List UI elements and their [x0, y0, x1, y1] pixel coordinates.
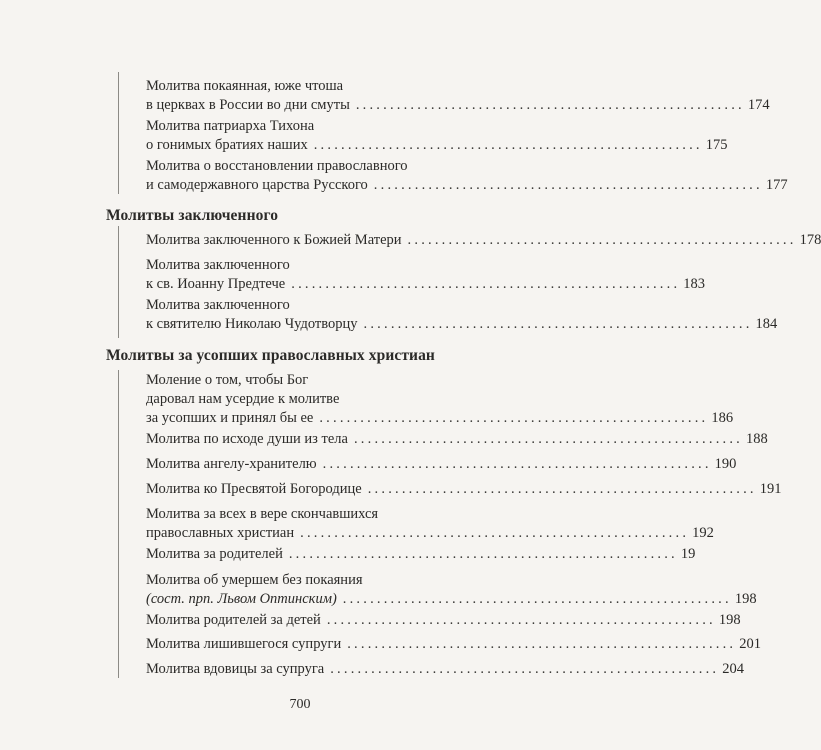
- toc-entry[interactable]: [146, 117, 728, 155]
- toc-page-number: 198: [718, 612, 741, 628]
- dot-leader: .........................................................: [322, 456, 712, 472]
- dot-leader: .........................................................: [363, 316, 753, 332]
- toc-entry-text: к святителю Николаю Чудотворцу: [146, 316, 358, 332]
- toc-entry-leader-line: [146, 480, 782, 499]
- toc-entry-text: Молитва родителей за детей: [146, 612, 321, 628]
- toc-entry-leader-line: [146, 545, 696, 564]
- toc-entry-line: Молитва патриарха Тихона: [146, 118, 315, 134]
- dot-leader: .........................................................: [342, 591, 732, 607]
- toc-page-number: 177: [765, 177, 788, 193]
- dot-leader: .........................................................: [288, 546, 678, 562]
- vertical-rule-departed: [118, 370, 119, 678]
- page-number: 700: [289, 697, 311, 712]
- toc-page-number: 188: [746, 431, 768, 447]
- toc-entry-text: за усопших и принял бы ее: [146, 410, 314, 426]
- toc-entry-line: Молитва об умершем без покаяния: [146, 572, 363, 588]
- toc-entry-text: Молитва за родителей: [146, 546, 283, 562]
- toc-entry-text: Молитва заключенного к Божией Матери: [146, 232, 402, 248]
- toc-entry-leader-line: [146, 455, 737, 474]
- toc-entry[interactable]: [146, 611, 741, 630]
- toc-page-number: 174: [747, 97, 770, 113]
- toc-page-number: 186: [711, 410, 734, 426]
- dot-leader: .........................................................: [347, 636, 737, 652]
- toc-entry-text: Молитва по исходе души из тела: [146, 431, 348, 447]
- dot-leader: .........................................................: [353, 431, 744, 447]
- toc-page-number: 191: [759, 481, 782, 497]
- toc-entry[interactable]: [146, 505, 714, 543]
- dot-leader: .........................................................: [319, 410, 709, 426]
- section-heading-prisoner[interactable]: Молитвы заключенного: [106, 207, 279, 224]
- toc-entry[interactable]: [146, 371, 734, 428]
- toc-page-number: 175: [705, 137, 728, 153]
- vertical-rule-prisoner: [118, 226, 119, 338]
- toc-entry-leader-line: [146, 136, 728, 155]
- toc-entry-text: Молитва ко Пресвятой Богородице: [146, 481, 362, 497]
- toc-entry[interactable]: [146, 157, 788, 195]
- toc-entry-leader-line: [146, 409, 734, 428]
- toc-page-number: 192: [692, 525, 714, 541]
- toc-entry-text: и самодержавного царства Русского: [146, 177, 368, 193]
- dot-leader: .........................................................: [367, 481, 757, 497]
- toc-entry-leader-line: [146, 635, 761, 654]
- toc-page-number: 190: [714, 456, 737, 472]
- toc-page-number: 19: [680, 546, 696, 562]
- toc-entry-line: Моление о том, чтобы Бог: [146, 372, 309, 388]
- toc-entry-leader-line: [146, 231, 821, 250]
- dot-leader: .........................................................: [291, 276, 681, 292]
- toc-entry[interactable]: [146, 231, 821, 250]
- toc-entry-leader-line: [146, 430, 768, 449]
- toc-entry[interactable]: [146, 660, 745, 679]
- dot-leader: .........................................................: [373, 177, 763, 193]
- toc-entry-leader-line: [146, 660, 745, 679]
- vertical-rule-top: [118, 72, 119, 194]
- toc-entry-line: Молитва о восстановлении православного: [146, 158, 408, 174]
- toc-page-number: 183: [683, 276, 706, 292]
- toc-entry[interactable]: [146, 256, 706, 294]
- dot-leader: .........................................................: [300, 525, 690, 541]
- toc-page-number: 198: [734, 591, 757, 607]
- toc-page-number: 178: [799, 232, 821, 248]
- dot-leader: .........................................................: [330, 661, 720, 677]
- toc-entry-leader-line: [146, 590, 757, 609]
- toc-entry[interactable]: [146, 455, 737, 474]
- toc-entry-text: в церквах в России во дни смуты: [146, 97, 350, 113]
- toc-entry-line: даровал нам усердие к молитве: [146, 391, 340, 407]
- toc-entry-leader-line: [146, 275, 706, 294]
- toc-entry-line: Молитва заключенного: [146, 257, 290, 273]
- toc-page-number: 201: [739, 636, 761, 652]
- toc-entry-leader-line: [146, 611, 741, 630]
- toc-entry[interactable]: [146, 77, 770, 115]
- toc-entry-line: Молитва за всех в вере скончавшихся: [146, 506, 379, 522]
- toc-entry-line: Молитва заключенного: [146, 297, 290, 313]
- toc-entry-text: православных христиан: [146, 525, 295, 541]
- toc-entry-text: к св. Иоанну Предтече: [146, 276, 286, 292]
- toc-entry-text: Молитва лишившегося супруги: [146, 636, 342, 652]
- toc-entry-text: (сост. прп. Львом Оптинским): [146, 591, 337, 607]
- toc-entry-text: о гонимых братиях наших: [146, 137, 308, 153]
- toc-entry[interactable]: [146, 635, 761, 654]
- dot-leader: .........................................................: [407, 232, 797, 248]
- dot-leader: .........................................................: [355, 97, 745, 113]
- dot-leader: .........................................................: [326, 612, 716, 628]
- toc-entry-text: Молитва вдовицы за супруга: [146, 661, 325, 677]
- toc-entry[interactable]: [146, 430, 768, 449]
- toc-page-number: 184: [755, 316, 778, 332]
- section-heading-departed[interactable]: Молитвы за усопших православных христиан: [106, 347, 435, 364]
- toc-entry[interactable]: [146, 545, 696, 564]
- toc-entry[interactable]: [146, 480, 782, 499]
- toc-page-number: 204: [722, 661, 745, 677]
- toc-entry-text: Молитва ангелу-хранителю: [146, 456, 317, 472]
- toc-entry[interactable]: [146, 296, 778, 334]
- toc-entry-line: Молитва покаянная, юже чтоша: [146, 78, 344, 94]
- toc-entry[interactable]: [146, 571, 757, 609]
- toc-entry-leader-line: [146, 96, 770, 115]
- dot-leader: .........................................................: [313, 137, 703, 153]
- toc-entry-leader-line: [146, 524, 714, 543]
- toc-entry-leader-line: [146, 176, 788, 195]
- toc-entry-leader-line: [146, 315, 778, 334]
